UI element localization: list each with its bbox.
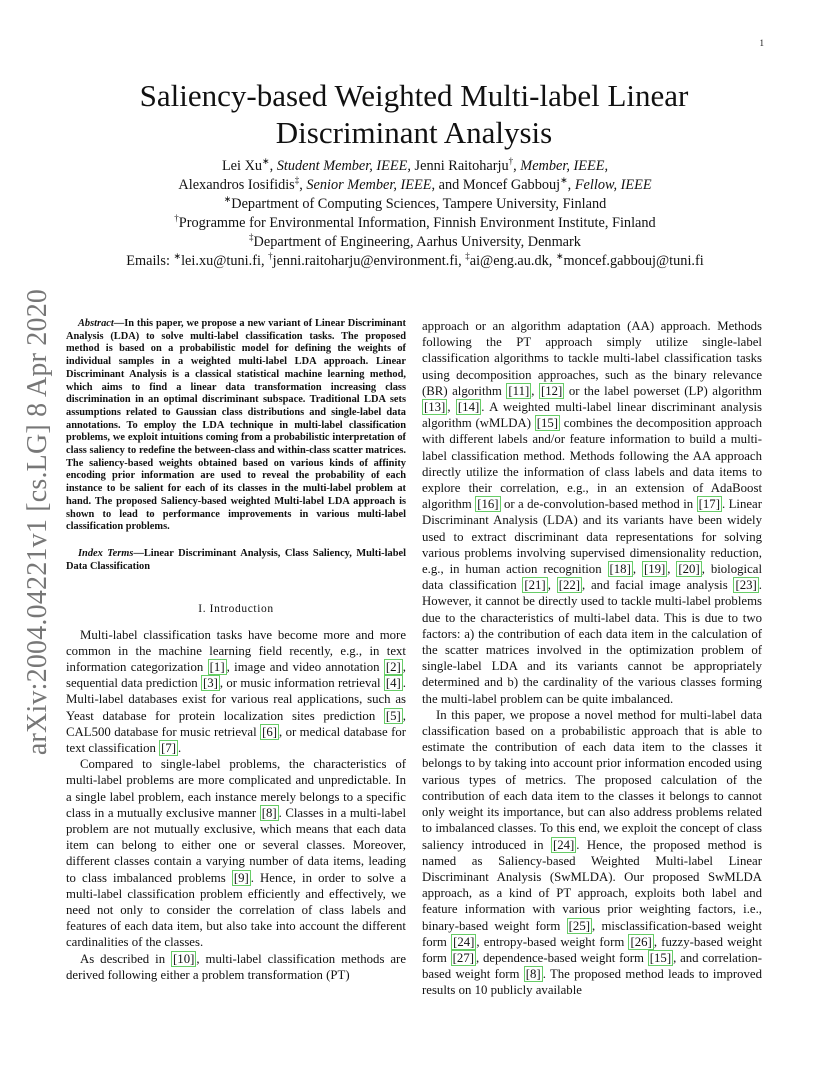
citation-link[interactable]: [9]	[233, 870, 249, 885]
citation-link[interactable]: [24]	[552, 837, 575, 852]
citation-link[interactable]: [14]	[457, 400, 480, 415]
citation-link[interactable]: [15]	[649, 950, 672, 965]
citation-link[interactable]: [8]	[525, 967, 541, 982]
emails-line: Emails: ∗lei.xu@tuni.fi, †jenni.raitoharju@environment.fi, ‡ai@eng.au.dk, ∗moncef.gabbouj@tuni.fi	[126, 251, 704, 269]
intro-paragraph-1: Multi-label classification tasks have become more and more common in the machine learning field recently, e.g., in text information categorization [1] , image and video annotation [2] , sequential data prediction [3] , or music information retrieval [4] . Multi-label databases exist for various real applications, such as Yeast database for protein localization sites prediction [5] , CAL500 database for music retrieval [6] , or medical database for text classification [7] .	[66, 627, 406, 755]
citation-link[interactable]: [27]	[452, 950, 474, 965]
page-number: 1	[759, 38, 764, 48]
affiliation-1: ∗Department of Computing Sciences, Tampere University, Finland	[223, 194, 607, 212]
citation-link[interactable]: [26]	[630, 934, 652, 949]
right-column	[422, 318, 762, 999]
citation-link[interactable]: [6]	[262, 724, 277, 739]
citation-link[interactable]: [12]	[540, 383, 563, 398]
citation-link[interactable]: [3]	[202, 676, 218, 691]
citation-link[interactable]: [5]	[385, 708, 401, 723]
citation-link[interactable]: [22]	[558, 578, 581, 593]
citation-link[interactable]: [1]	[209, 659, 225, 674]
right-paragraph-1: approach or an algorithm adaptation (AA) approach. Methods following the PT approach simply utilize single-label classification algorithms to tackle multi-label classification tasks using decomposition approaches, such as the binary relevance (BR) algorithm [11] , [12] or the label powerset (LP) algorithm [13] , [14] . A weighted multi-label linear discriminant analysis algorithm (wMLDA) [15] combines the decomposition approach with different labels and/or feature information to build a multi-label classification method. Methods following the AA approach directly utilize the information of class labels and data items to explore their correlation, e.g., in an extension of AdaBoost algorithm [16] or a de-convolution-based method in [17] . Linear Discriminant Analysis (LDA) and its variants have been widely used to extract discriminant data representations for solving various problems involving supervised dimensionality reduction, e.g., in human action recognition [18] , [19] , [20] , biological data classification [21] , [22] , and facial image analysis [23] . However, it cannot be directly used to tackle multi-label problems due to the characteristics of multi-label data. This is due to two factors: a) the contribution of each data item in the calculation of the scatter matrices involved in the optimization problem of single-label LDA and its variants cannot be appropriately determined and b) the cardinality of the various classes forming the multi-label problem can be quite imbalanced.	[422, 319, 762, 706]
author-line-2: Alexandros Iosifidis‡, Senior Member, IEEE, and Moncef Gabbouj∗, Fellow, IEEE	[178, 175, 652, 193]
citation-link[interactable]: [10]	[173, 951, 195, 966]
citation-link[interactable]: [20]	[678, 562, 700, 577]
citation-link[interactable]: [16]	[477, 497, 499, 512]
index-terms: Index Terms—Linear Discriminant Analysis, Class Saliency, Multi-label Data Classification	[66, 547, 406, 572]
citation-link[interactable]: [8]	[261, 805, 277, 820]
paper-title: Saliency-based Weighted Multi-label Linear Discriminant Analysis	[139, 78, 689, 150]
intro-paragraph-2: Compared to single-label problems, the characteristics of multi-label problems are more complicated and unpredictable. In a single label problem, each instance merely belongs to a specific class in a mutually exclusive manner [8] . Classes in a multi-label problem are not mutually exclusive, which means that each data item can belong to either one or several classes. Moreover, different classes contain a varying number of data items, leading to class imbalanced problems [9] . Hence, in order to solve a multi-label classification problem efficiently and effectively, we need not only to consider the correlation of class labels and features of each data item, but also take into account the different cardinalities of the classes.	[66, 757, 407, 950]
abstract: Abstract—In this paper, we propose a new variant of Linear Discriminant Analysis (LDA) to solve multi-label classification tasks. The proposed method is based on a probabilistic model for defining the weights of individual samples in a weighted multi-label LDA approach. Linear Discriminant Analysis is a classical statistical machine learning method, which aims to find a linear data transformation increasing class discrimination in an optimal discriminant subspace. Traditional LDA sets assumptions related to Gaussian class distributions and single-label data annotations. To employ the LDA technique in multi-label classification problems, we exploit intuitions coming from a probabilistic interpretation of class saliency to redefine the between-class and within-class scatter matrices. The saliency-based weights obtained based on various kinds of affinity encoding prior information are used to reveal the probability of each instance to be salient for each of its classes in the multi-label problem at hand. The proposed Saliency-based weighted Multi-label LDA approach is shown to lead to performance improvements in various multi-label classification problems.	[66, 318, 406, 533]
citation-link[interactable]: [25]	[568, 918, 590, 933]
citation-link[interactable]: [13]	[424, 400, 446, 415]
citation-link[interactable]: [19]	[643, 562, 666, 577]
citation-link[interactable]: [7]	[161, 740, 177, 755]
author-block	[70, 157, 760, 271]
citation-link[interactable]: [2]	[385, 659, 401, 674]
citation-link[interactable]: [24]	[453, 934, 475, 949]
citation-link[interactable]: [15]	[536, 416, 559, 431]
left-column	[66, 318, 406, 983]
citation-link[interactable]: [23]	[735, 578, 757, 593]
right-paragraph-2: In this paper, we propose a novel method for multi-label data classification based on a probabilistic approach that is able to estimate the contribution of each data item to the classes it belongs to by taking into account prior information encoded using various types of metrics. The proposed calculation of the contribution of each data item to the classes it belongs to cannot only weight its importance, but can also address problems related to imbalanced classes. To this end, we exploit the concept of class saliency introduced in [24] . Hence, the proposed method is named as Saliency-based Weighted Multi-label Linear Discriminant Analysis (SwMLDA). Our proposed SwMLDA approach, as a kind of PT approach, exploits both label and feature information with various prior weighting factors, i.e., binary-based weight form [25] , misclassification-based weight form [24] , entropy-based weight form [26] , fuzzy-based weight form [27] , dependence-based weight form [15] , and correlation-based weight form [8] . The proposed method leads to improved results on 10 publicly available	[422, 707, 763, 998]
affiliation-3: ‡Department of Engineering, Aarhus University, Denmark	[249, 232, 581, 250]
citation-link[interactable]: [17]	[698, 497, 720, 512]
citation-link[interactable]: [4]	[385, 676, 401, 691]
section-heading-introduction: I. Introduction	[198, 603, 274, 616]
citation-link[interactable]: [21]	[524, 578, 546, 593]
intro-paragraph-3: As described in [10] , multi-label classification methods are derived following either a problem transformation (PT)	[66, 951, 406, 982]
affiliation-2: †Programme for Environmental Information, Finnish Environment Institute, Finland	[174, 213, 656, 231]
citation-link[interactable]: [18]	[609, 562, 631, 577]
citation-link[interactable]: [11]	[508, 383, 530, 398]
author-line-1: Lei Xu∗, Student Member, IEEE, Jenni Raitoharju†, Member, IEEE,	[221, 156, 609, 174]
arxiv-stamp: arXiv:2004.04221v1 [cs.LG] 8 Apr 2020	[22, 288, 53, 756]
